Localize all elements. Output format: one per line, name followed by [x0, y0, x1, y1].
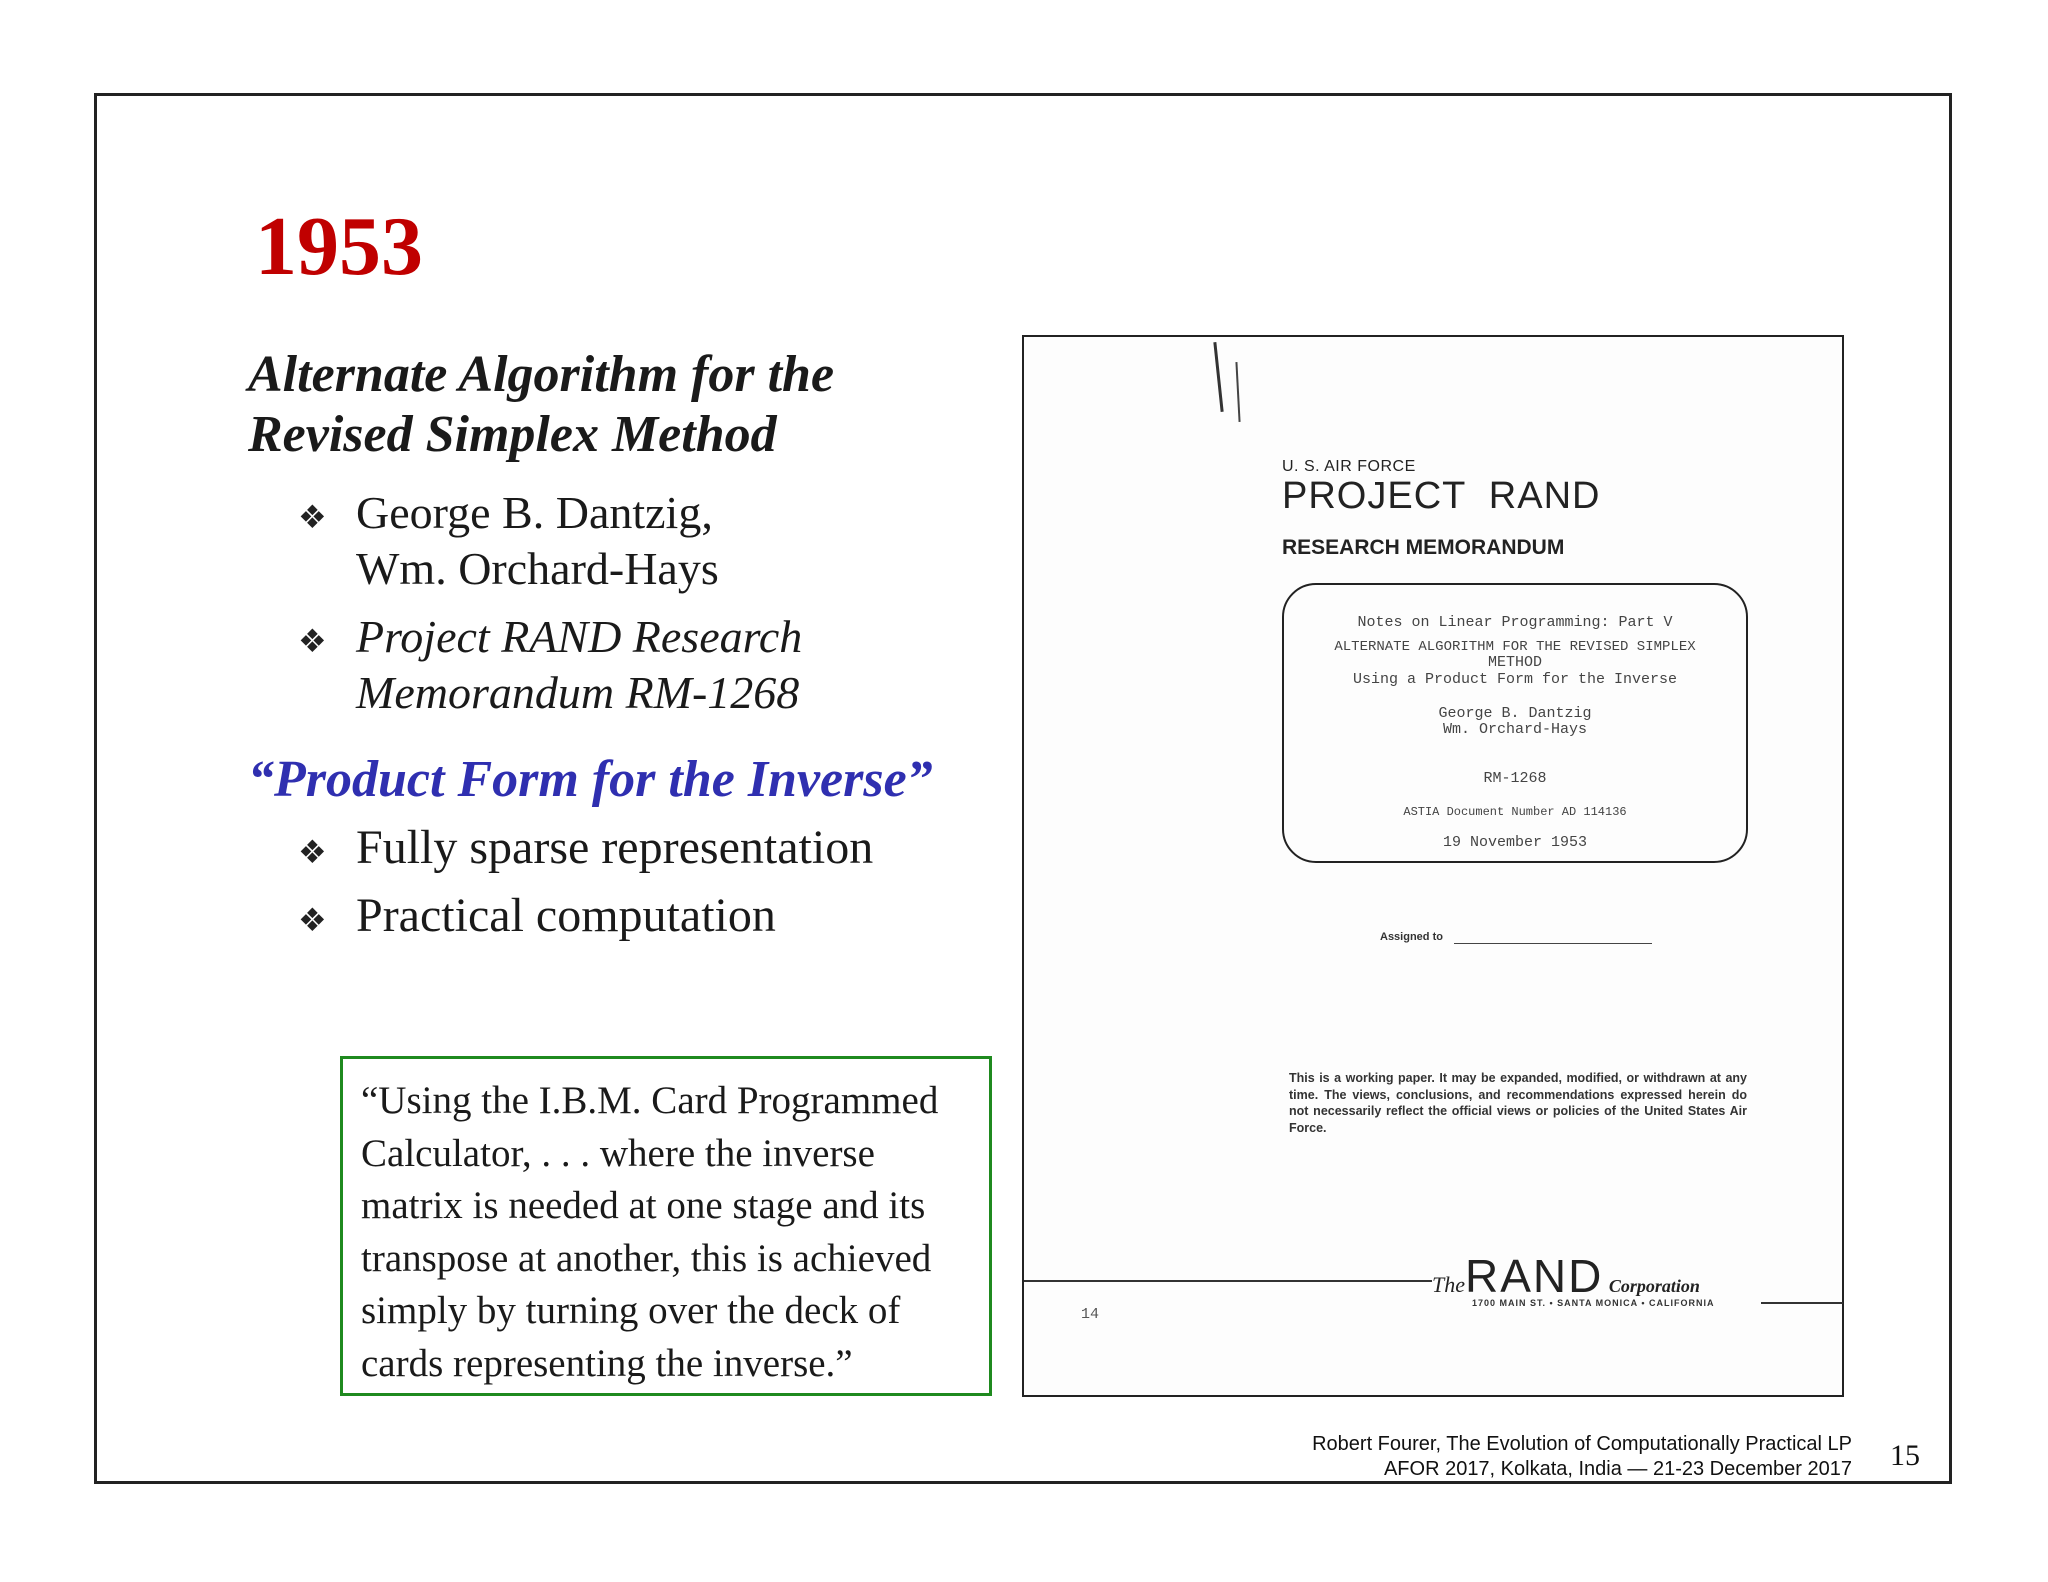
- scan-mark: [1213, 342, 1223, 412]
- author-2: Wm. Orchard-Hays: [356, 543, 719, 594]
- slide-footer: [1312, 1432, 1852, 1482]
- disclaimer-text: This is a working paper. It may be expanded, modified, or withdrawn at any time. The views, conclusions, and recommendations expressed herein do not necessarily reflect the official views or policies of the United States Air Force.: [1289, 1071, 1747, 1135]
- memo-line-2: Memorandum RM-1268: [356, 667, 800, 718]
- diamond-bullet-icon: ❖: [298, 834, 327, 870]
- footer-rule: [1024, 1280, 1432, 1282]
- subheading: “Product Form for the Inverse”: [248, 751, 933, 808]
- paper-title: [248, 345, 1008, 465]
- memo-box-line: Using a Product Form for the Inverse: [1352, 671, 1678, 688]
- scan-page-number: 14: [1081, 1306, 1100, 1323]
- slide-number: 15: [1890, 1439, 1920, 1472]
- memo-line-1: Project RAND Research: [356, 611, 803, 662]
- diamond-bullet-icon: ❖: [298, 499, 327, 535]
- feature-item: [298, 820, 873, 876]
- rand-address: 1700 MAIN ST. • SANTA MONICA • CALIFORNIA: [1472, 1298, 1715, 1308]
- quote-box: [340, 1056, 992, 1396]
- memo-box-line: ALTERNATE ALGORITHM FOR THE REVISED SIMPLEX: [1334, 639, 1696, 655]
- usaf-label: U. S. AIR FORCE: [1282, 458, 1416, 475]
- quote-text: “Using the I.B.M. Card Programmed Calculator, . . . where the inverse matrix is needed at one stage and its transpose at another, this is achieved simply by turning over the deck of cards representing the inverse.”: [361, 1079, 939, 1385]
- memo-cover-scan: [1022, 335, 1844, 1397]
- paper-title-line-1: Alternate Algorithm for the: [248, 346, 835, 403]
- memo-bullet: [298, 609, 802, 721]
- paper-info-list: [298, 485, 802, 733]
- memo-box-line: Notes on Linear Programming: Part V: [1357, 614, 1673, 631]
- scan-mark: [1235, 362, 1240, 422]
- memo-box-author: Wm. Orchard-Hays: [1442, 721, 1588, 738]
- memo-box-rm: RM-1268: [1483, 770, 1547, 787]
- footer-line-1: Robert Fourer, The Evolution of Computationally Practical LP: [1312, 1433, 1852, 1455]
- assigned-to-label: Assigned to: [1380, 931, 1443, 943]
- slide-year: 1953: [255, 200, 423, 293]
- memo-box-line: METHOD: [1487, 654, 1542, 671]
- rand-logo-rand: RAND: [1465, 1250, 1604, 1302]
- assigned-to-line: [1454, 943, 1652, 944]
- rand-logo-corp: Corporation: [1608, 1276, 1700, 1296]
- rand-logo-the: The: [1432, 1272, 1465, 1297]
- project-rand-label: PROJECT RAND: [1282, 475, 1601, 517]
- feature-text: Practical computation: [356, 889, 776, 942]
- authors-bullet: [298, 485, 802, 597]
- feature-text: Fully sparse representation: [356, 821, 874, 874]
- author-1: George B. Dantzig,: [356, 487, 713, 538]
- memo-title-box: [1282, 583, 1748, 863]
- memo-box-date: 19 November 1953: [1442, 834, 1588, 851]
- footer-line-2: AFOR 2017, Kolkata, India — 21-23 December 2017: [1383, 1458, 1852, 1480]
- rand-logo: [1432, 1249, 1700, 1303]
- feature-list: [298, 820, 873, 956]
- memo-box-author: George B. Dantzig: [1438, 705, 1592, 722]
- research-memo-label: RESEARCH MEMORANDUM: [1282, 536, 1565, 559]
- memo-box-astia: ASTIA Document Number AD 114136: [1403, 805, 1627, 819]
- footer-rule: [1761, 1302, 1843, 1304]
- diamond-bullet-icon: ❖: [298, 623, 327, 659]
- feature-item: [298, 888, 873, 944]
- diamond-bullet-icon: ❖: [298, 902, 327, 938]
- paper-title-line-2: Revised Simplex Method: [248, 406, 777, 463]
